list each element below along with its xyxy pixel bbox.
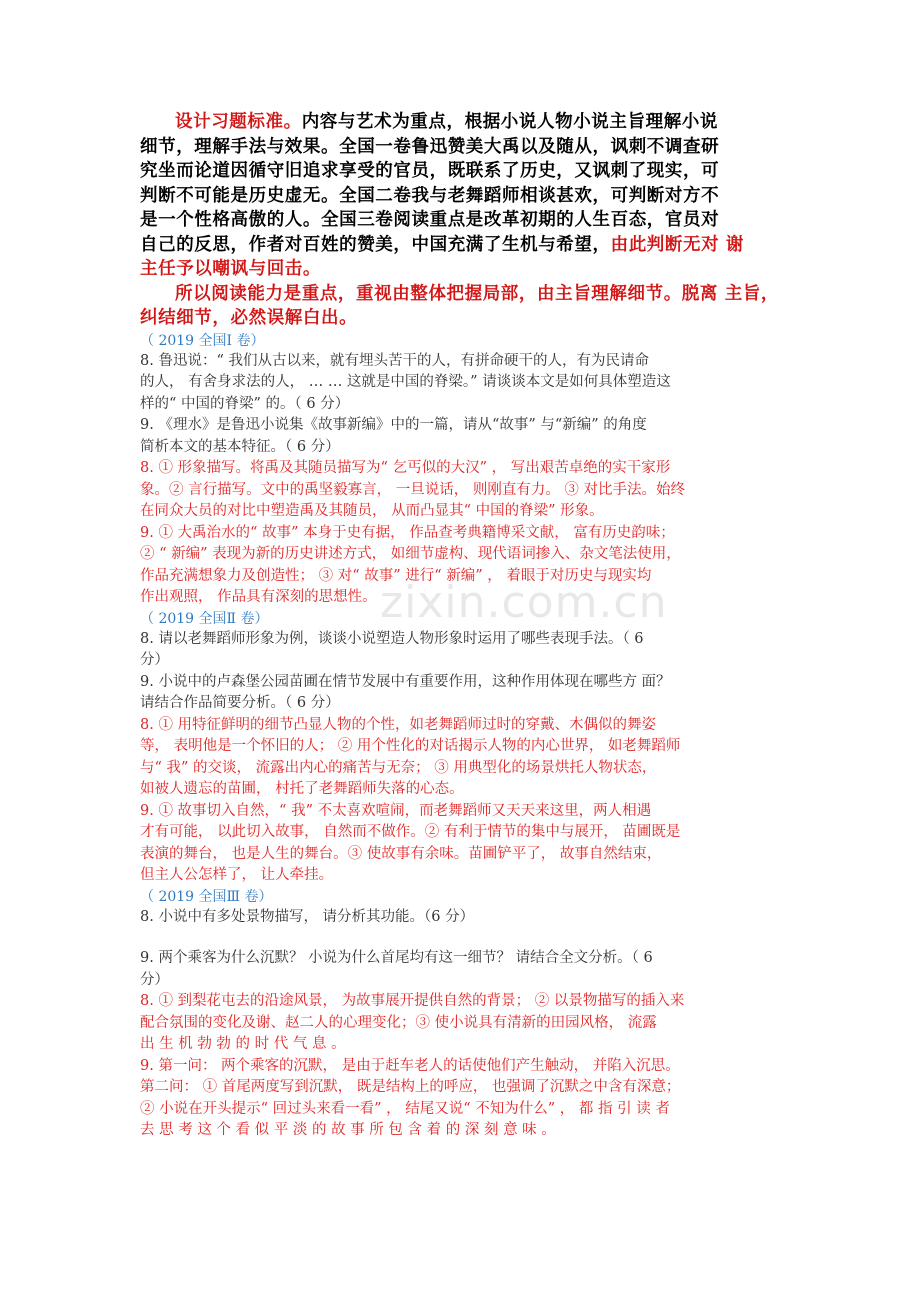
answer-line: ② 小说在开头提示“ 回过头来看一看” ， 结尾又说“ 不知为什么” ， 都 指 引 读 者 (140, 1100, 670, 1117)
document-body (140, 110, 785, 1142)
answer-line: 去 思 考 这 个 看 似 平 淡 的 故 事 所 包 含 着 的 深 刻 意 味 。 (140, 1122, 556, 1138)
intro-line: 是一个性格高傲的人。全国三卷阅读重点是改革初期的人生百态，官员对 (140, 210, 720, 230)
section-header: （ 2019 全国Ⅰ 卷） (140, 332, 265, 349)
intro-lead: 设计习题标准。 (175, 112, 302, 132)
question-line: 的人， 有舍身求法的人， … … 这就是中国的脊梁。” 请谈谈本文是如何具体塑造这 (140, 374, 671, 390)
answer-line: 9. ① 大禹治水的“ 故事” 本身于史有据， 作品查考典籍博采文献， 富有历史韵味； (140, 524, 675, 541)
intro-line (140, 233, 785, 258)
question-line: 9. 《理水》是鲁迅小说集《故事新编》中的一篇，请从“故事” 与“新编” 的角度 (140, 417, 647, 433)
answer-line: 作品充满想象力及创造性； ③ 对“ 故事” 进行“ 新编” ， 着眼于对历史与现实均 (140, 567, 652, 584)
answer-line: 9. 第一问： 两个乘客的沉默， 是由于赶车老人的话使他们产生触动， 并陷入沉思。 (140, 1057, 680, 1074)
intro-line: 究坐而论道因循守旧追求享受的官员，既联系了历史，又讽刺了现实，可 (140, 161, 720, 181)
answer-line: 第二问： ① 首尾两度写到沉默， 既是结构上的呼应， 也强调了沉默之中含有深意； (140, 1079, 681, 1095)
answer-line: 象。② 言行描写。文中的禹坚毅寡言， 一旦说话， 则刚直有力。 ③ 对比手法。始终 (140, 481, 686, 498)
intro-paragraph-1 (140, 110, 785, 135)
intro-paragraph-2: 所以阅读能力是重点，重视由整体把握局部，由主旨理解细节。脱离 主旨， (175, 283, 779, 304)
intro-red-line: 纠结细节，必然误解白出。 (140, 308, 358, 328)
question-line: 样的“ 中国的脊梁” 的。（ 6 分） (140, 395, 350, 412)
answer-line: 8. ① 用特征鲜明的细节凸显人物的个性，如老舞蹈师过时的穿戴、木偶似的舞姿 (140, 716, 657, 733)
answer-line: 在同众大员的对比中塑造禹及其随员， 从而凸显其“ 中国的脊梁” 形象。 (140, 503, 604, 519)
intro-line: 判断不可能是历史虚无。全国二卷我与老舞蹈师相谈甚欢，可判断对方不 (140, 185, 720, 206)
answer-line: 8. ① 形象描写。将禹及其随员描写为“ 乞丐似的大汉” ， 写出艰苦卓绝的实干家形 (140, 460, 671, 476)
answer-line: ② “ 新编” 表现为新的历史讲述方式， 如细节虚构、现代语词掺入、杂文笔法使用， (140, 546, 681, 562)
question-line: 分） (140, 971, 169, 988)
intro-block (140, 110, 785, 331)
exam-section (140, 331, 785, 609)
answer-line: 作出观照， 作品具有深刻的思想性。 (140, 589, 377, 605)
question-line: 简析本文的基本特征。（ 6 分） (140, 438, 340, 455)
answer-line: 9. ① 故事切入自然，“ 我” 不太喜欢喧闹，而老舞蹈师又天天来这里，两人相遇 (140, 802, 652, 819)
answer-line: 配合氛围的变化及谢、赵二人的心理变化；③ 使小说具有清新的田园风格， 流露 (140, 1014, 657, 1031)
section-header: （ 2019 全国Ⅲ 卷） (140, 888, 273, 905)
question-line: 9. 两个乘客为什么沉默？ 小说为什么首尾均有这一细节？ 请结合全文分析。（ 6 (140, 950, 653, 966)
question-line: 分） (140, 652, 169, 668)
intro-line: 内容与艺术为重点，根据小说人物小说主旨理解小说 (301, 112, 719, 132)
exam-section (140, 887, 785, 1142)
spacer (140, 928, 785, 948)
exam-section (140, 609, 785, 887)
answer-line: 如被人遗忘的苗圃， 村托了老舞蹈师失落的心态。 (140, 781, 464, 797)
question-line: 8. 鲁迅说：“ 我们从古以来，就有埋头苦干的人，有拼命硬干的人，有为民请命 (140, 352, 649, 369)
question-line: 8. 请以老舞蹈师形象为例，谈谈小说塑造人物形象时运用了哪些表现手法。（ 6 (140, 630, 644, 647)
answer-line: 表演的舞台， 也是人生的舞台。③ 使故事有余味。苗圃铲平了， 故事自然结束， (140, 845, 662, 862)
question-line: 请结合作品简要分析。（ 6 分） (140, 695, 340, 711)
answer-line: 出 生 机 勃 勃 的 时 代 气 息 。 (140, 1036, 346, 1052)
intro-line-text: 自己的反思，作者对百姓的赞美，中国充满了生机与希望， (140, 234, 611, 255)
section-header: （ 2019 全国Ⅱ 卷） (140, 610, 269, 627)
answer-line: 但主人公怎样了， 让人牵挂。 (140, 867, 334, 883)
exam-sections (140, 331, 785, 1142)
question-line: 9. 小说中的卢森堡公园苗圃在情节发展中有重要作用，这种作用体现在哪些方 面？ (140, 673, 671, 690)
answer-line: 与“ 我” 的交谈， 流露出内心的痛苦与无奈； ③ 用典型化的场景烘托人物状态， (140, 759, 657, 776)
answer-line: 8. ① 到梨花屯去的沿途风景， 为故事展开提供自然的背景； ② 以景物描写的插入来 (140, 993, 685, 1009)
intro-red-line: 主任予以嘲讽与回击。 (140, 259, 321, 279)
intro-line: 细节，理解手法与效果。全国一卷鲁迅赞美大禹以及随从，讽刺不调查研 (140, 136, 720, 157)
watermark: zixin.com.cn (380, 577, 668, 628)
intro-red-tail: 由此判断无对 谢 (610, 234, 745, 255)
answer-line: 等， 表明他是一个怀旧的人； ② 用个性化的对话揭示人物的内心世界， 如老舞蹈师 (140, 738, 681, 754)
answer-line: 才有可能， 以此切入故事， 自然而不做作。② 有利于情节的集中与展开， 苗圃既是 (140, 824, 681, 840)
question-line: 8. 小说中有多处景物描写， 请分析其功能。（6 分） (140, 908, 475, 925)
